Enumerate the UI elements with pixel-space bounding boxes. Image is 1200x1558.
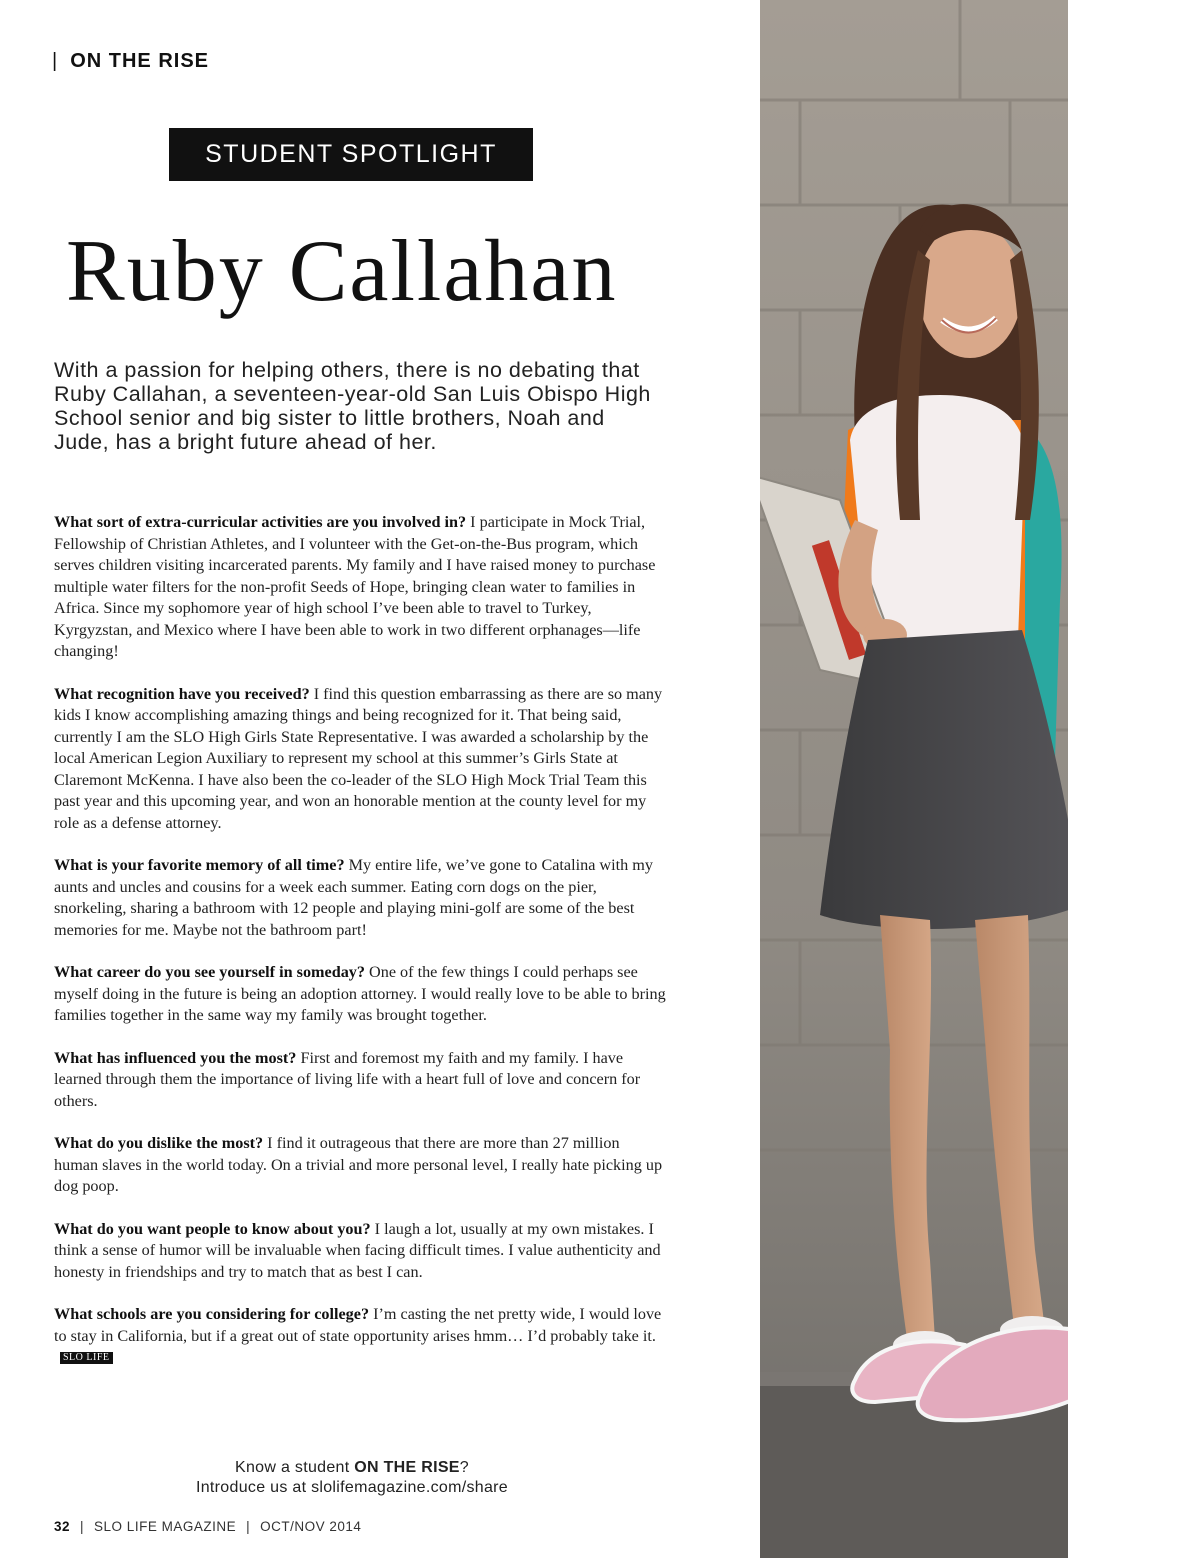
student-spotlight-text: STUDENT SPOTLIGHT	[205, 140, 497, 168]
qa-question: What has influenced you the most?	[54, 1048, 297, 1067]
page-footer	[54, 1519, 361, 1534]
qa-item	[54, 962, 666, 1027]
section-label-text: ON THE RISE	[70, 50, 209, 72]
qa-question: What sort of extra-curricular activities are you involved in?	[54, 513, 467, 531]
footer-separator: |	[246, 1519, 251, 1534]
qa-answer: First and foremost my faith and my family. I have learned through them the importance of living life with a heart full of love and concern for others.	[54, 1048, 641, 1110]
qa-item	[54, 855, 666, 941]
qa-question: What do you dislike the most?	[54, 1134, 264, 1152]
qa-question: What schools are you considering for college?	[54, 1305, 370, 1323]
portrait-photo	[760, 0, 1068, 1558]
share-line-2: Introduce us at slolifemagazine.com/share	[195, 1479, 508, 1496]
qa-list	[54, 512, 666, 1390]
qa-answer: I find it outrageous that there are more than 27 million human slaves in the world today. On a trivial and more personal level, I really hate picking up dog poop.	[54, 1134, 663, 1195]
end-mark-logo: SLO LIFE	[60, 1352, 113, 1364]
qa-question: What do you want people to know about you?	[54, 1219, 371, 1238]
qa-item	[54, 1048, 666, 1113]
magazine-name: SLO LIFE MAGAZINE	[94, 1519, 237, 1534]
qa-item	[54, 1304, 666, 1369]
article-title: Ruby Callahan	[66, 223, 618, 320]
qa-item	[54, 512, 666, 663]
student-spotlight-banner	[169, 128, 533, 181]
qa-question: What recognition have you received?	[54, 684, 310, 703]
qa-answer: One of the few things I could perhaps see myself doing in the future is being an adoption attorney. I would really love to be able to bring families together in the same way my family was brought together.	[54, 963, 666, 1024]
article-lede: With a passion for helping others, there is no debating that Ruby Callahan, a seventeen-year-old San Luis Obispo High School senior and big sister to little brothers, Noah and Jude, has a bright future ahead of her.	[54, 358, 651, 454]
footer-separator: |	[80, 1519, 85, 1534]
section-bar: |	[52, 50, 59, 72]
share-line-1	[54, 1458, 650, 1478]
page-number: 32	[54, 1519, 71, 1534]
qa-item	[54, 1133, 666, 1198]
share-callout	[54, 1458, 650, 1498]
qa-answer: My entire life, we’ve gone to Catalina with my aunts and uncles and cousins for a week each summer. Eating corn dogs on the pier, snorkeling, sharing a bathroom with 12 people and playing mini-golf are some of the best memories for me. Maybe not the bathroom part!	[54, 856, 653, 939]
qa-question: What career do you see yourself in someday?	[54, 963, 365, 981]
portrait-illustration	[760, 0, 1068, 1558]
qa-answer: I find this question embarrassing as there are so many kids I know accomplishing amazing things and being recognized for it. That being said, currently I am the SLO High Girls State Representative. I was awarded a scholarship by the local American Legion Auxiliary to represent my school at this summer’s Girls State at Claremont McKenna. I have also been the co-leader of the SLO High Mock Trial Team this past year and this upcoming year, and won an honorable mention at the county level for my role as a defense attorney.	[54, 684, 663, 832]
qa-answer: I participate in Mock Trial, Fellowship of Christian Athletes, and I volunteer with the Get-on-the-Bus program, which serves children visiting incarcerated parents. My family and I have raised money to purchase multiple water filters for the non-profit Seeds of Hope, bringing clean water to families in Africa. Since my sophomore year of high school I’ve been able to travel to Turkey, Kyrgyzstan, and Mexico where I have been able to work in two different orphanages—life changing!	[54, 513, 656, 660]
qa-answer: I laugh a lot, usually at my own mistakes. I think a sense of humor will be invaluable when facing difficult times. I value authenticity and honesty in friendships and try to match that as best I can.	[54, 1219, 661, 1281]
share-suffix: ?	[459, 1459, 469, 1476]
section-label	[52, 50, 209, 73]
issue-date: OCT/NOV 2014	[260, 1519, 362, 1534]
qa-question: What is your favorite memory of all time?	[54, 856, 345, 874]
qa-answer: I’m casting the net pretty wide, I would love to stay in California, but if a great out of state opportunity arises hmm… I’d probably take it.	[54, 1305, 662, 1345]
share-bold: ON THE RISE	[354, 1459, 460, 1476]
qa-item	[54, 1219, 666, 1284]
qa-item	[54, 684, 666, 835]
share-prefix: Know a student	[235, 1459, 355, 1476]
